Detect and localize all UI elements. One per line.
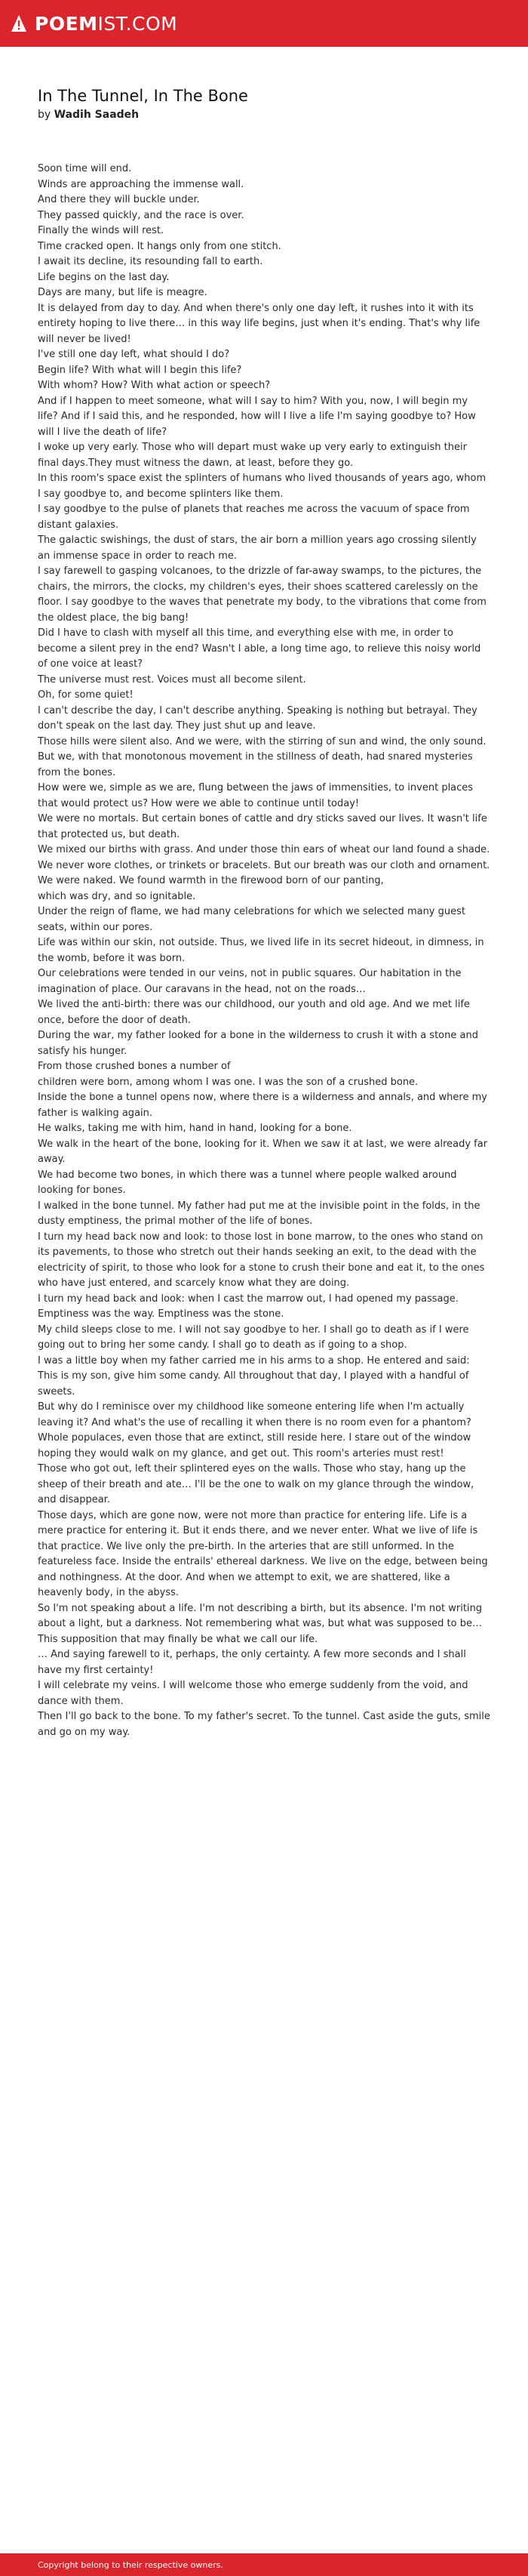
byline-prefix: by — [38, 109, 51, 121]
poem-line: Begin life? With what will I begin this life? — [38, 364, 242, 376]
poem-line: It is delayed from day to day. And when there's only one day left, it rushes into it with its entirety hoping to live there… in this way life begins, just when it's ending. That's why life will never be lived! — [38, 302, 480, 345]
poem-line: Then I'll go back to the bone. To my father's secret. To the tunnel. Cast aside the guts, smile and go on my way. — [38, 1711, 490, 1738]
poem-line: Soon time will end. — [38, 163, 132, 174]
poem-line: Those who got out, left their splintered eyes on the walls. Those who stay, hang up the sheep of their breath and ate… I'll be the one to walk on my glance through the window, and disappear. — [38, 1463, 474, 1505]
poem-line: We lived the anti-birth: there was our childhood, our youth and old age. And we met life once, before the door of death. — [38, 999, 470, 1026]
poem-line: Our celebrations were tended in our veins, not in public squares. Our habitation in the imagination of place. Our caravans in the head, not on the roads… — [38, 968, 462, 995]
poem-line: … And saying farewell to it, perhaps, the only certainty. A few more seconds and I shall have my first certainty! — [38, 1649, 466, 1676]
poem-line: which was dry, and so ignitable. — [38, 890, 196, 902]
poem-line: I say goodbye to the pulse of planets that reaches me across the vacuum of space from distant galaxies. — [38, 504, 470, 531]
poem-line: Oh, for some quiet! — [38, 689, 134, 701]
poem-line: Days are many, but life is meagre. — [38, 287, 207, 298]
poem-line: Life was within our skin, not outside. Thus, we lived life in its secret hideout, in dimness, in the womb, before it was born. — [38, 937, 484, 964]
poem-line: In this room's space exist the splinters of humans who lived thousands of years ago, whom I say goodbye to, and become splinters like them. — [38, 473, 487, 500]
poem-title: In The Tunnel, In The Bone — [38, 87, 248, 105]
poem-line: I say farewell to gasping volcanoes, to the drizzle of far-away swamps, to the pictures, the chairs, the mirrors, the clocks, my children's eyes, their shoes scattered carelessly on the floor. I say goodbye to the waves that penetrate my body, to the vibrations that come from the oldest place, the big bang! — [38, 565, 487, 624]
poem-line: We walk in the heart of the bone, looking for it. When we saw it at last, we were already far away. — [38, 1138, 488, 1165]
poem-line: My child sleeps close to me. I will not say goodbye to her. I shall go to death as if I were going out to bring her some candy. I shall go to death as if going to a shop. — [38, 1323, 469, 1351]
poem-line: I was a little boy when my father carried me in his arms to a shop. He entered and said: This is my son, give him some candy. All throughout that day, I played with a handful of sweets. — [38, 1354, 470, 1397]
poem-line: We mixed our births with grass. And under those thin ears of wheat our land found a shade. We never wore clothes, or trinkets or bracelets. But our breath was our cloth and ornament. We were naked. We found warmth in the firewood born of our panting, — [38, 844, 490, 886]
site-logo[interactable] — [35, 13, 177, 35]
poem-line: The galactic swishings, the dust of stars, the air born a million years ago crossing silently an immense space in order to reach me. — [38, 535, 477, 562]
poem-line: The universe must rest. Voices must all become silent. — [38, 673, 306, 686]
poem-line: I turn my head back now and look: to those lost in bone marrow, to the ones who stand on its pavements, to those who stretch out their hands seeking an exit, to the dead with the electricity of spirit, to those who look for a stone to crush their bone and eat it, to the ones who have just entered, and scarcely know what they are doing. — [38, 1231, 485, 1289]
site-header — [0, 0, 528, 47]
poem-line: I turn my head back and look: when I cast the marrow out, I had opened my passage. Emptiness was the way. Emptiness was the stone. — [38, 1293, 459, 1320]
poem-line: How were we, simple as we are, flung between the jaws of immensities, to invent places that would protect us? How were we able to continue until today! — [38, 782, 474, 809]
poem-line: And if I happen to meet someone, what will I say to him? With you, now, I will begin my life? And if I said this, and he responded, how will I live a life I'm saying goodbye to? How will I live the death of life? — [38, 395, 476, 438]
poem-line: I walked in the bone tunnel. My father had put me at the invisible point in the folds, in the dusty emptiness, the primal mother of the life of bones. — [38, 1200, 480, 1227]
logo-bold: POEM — [35, 12, 98, 35]
poem-line: We were no mortals. But certain bones of cattle and dry sticks saved our lives. It wasn't life that protected us, but death. — [38, 813, 487, 840]
poem-line: We had become two bones, in which there was a tunnel where people walked around looking for bones. — [38, 1169, 457, 1196]
poem-body — [38, 162, 490, 1740]
poem-line: Time cracked open. It hangs only from one stitch. — [38, 240, 281, 252]
poem-line: I await its decline, its resounding fall to earth. — [38, 256, 263, 267]
poem-line: Those days, which are gone now, were not more than practice for entering life. Life is a mere practice for entering it. But it ends there, and we never enter. What we live of life is that practice. We live only the pre-birth. In the arteries that are still unformed. In the featureless face. Inside the entrails' ethereal darkness. We live on the edge, between being and nothingness. At the door. And when we attempt to exit, we are shattered, like a heavenly body, in the abyss. — [38, 1509, 488, 1598]
poem-line: He walks, taking me with him, hand in hand, looking for a bone. — [38, 1123, 352, 1134]
poem-line: I can't describe the day, I can't describe anything. Speaking is nothing but betrayal. They don't speak on the last day. They just shut up and leave. — [38, 704, 477, 732]
poem-line: Did I have to clash with myself all this time, and everything else with me, in order to become a silent prey in the end? Wasn't I able, a long time ago, to relieve this noisy world of one voice at least? — [38, 627, 481, 670]
poem-line: I've still one day left, what should I do? — [38, 349, 230, 360]
poem-line: During the war, my father looked for a bone in the wilderness to crush it with a stone and satisfy his hunger. — [38, 1030, 478, 1057]
poem-container — [0, 47, 490, 1740]
author-link[interactable]: Wadih Saadeh — [54, 109, 140, 121]
poem-line: With whom? How? With what action or speech? — [38, 380, 271, 391]
poem-line: Under the reign of flame, we had many celebrations for which we selected many guest seats, within our pores. — [38, 906, 465, 933]
poem-line: But why do I reminisce over my childhood like someone entering life when I'm actually leaving it? And what's the use of recalling it when there is no room even for a phantom? Whole populaces, even those that are extinct, still reside here. I stare out of the window hoping they would walk on my glance, and get out. This room's arteries must rest! — [38, 1401, 471, 1459]
poem-line: I woke up very early. Those who will depart must wake up very early to extinguish their final days.They must witness the dawn, at least, before they go. — [38, 442, 467, 469]
warning-triangle-icon[interactable] — [11, 14, 27, 32]
copyright-text: Copyright belong to their respective owners. — [38, 2559, 223, 2570]
poem-line: Winds are approaching the immense wall. — [38, 178, 244, 190]
poem-line: I will celebrate my veins. I will welcome those who emerge suddenly from the void, and dance with them. — [38, 1680, 468, 1707]
poem-line: Inside the bone a tunnel opens now, where there is a wilderness and annals, and where my father is walking again. — [38, 1092, 487, 1119]
poem-line: Finally the winds will rest. — [38, 225, 164, 236]
poem-line: But we, with that monotonous movement in the stillness of death, had snared mysteries from the bones. — [38, 751, 473, 778]
poem-line: children were born, among whom I was one. I was the son of a crushed bone. — [38, 1076, 419, 1088]
poem-line: From those crushed bones a number of — [38, 1061, 231, 1072]
poem-line: Life begins on the last day. — [38, 271, 170, 283]
poem-line: And there they will buckle under. — [38, 194, 200, 205]
byline — [38, 109, 490, 121]
poem-line: Those hills were silent also. And we were, with the stirring of sun and wind, the only sound. — [38, 735, 487, 747]
logo-light: IST.COM — [97, 12, 178, 35]
poem-line: So I'm not speaking about a life. I'm not describing a birth, but its absence. I'm not writing about a light, but a darkness. Not remembering what was, but what was supposed to be… This supposition that may finally be what we call our life. — [38, 1602, 483, 1645]
poem-line: They passed quickly, and the race is over. — [38, 209, 244, 221]
site-footer — [0, 2553, 528, 2576]
